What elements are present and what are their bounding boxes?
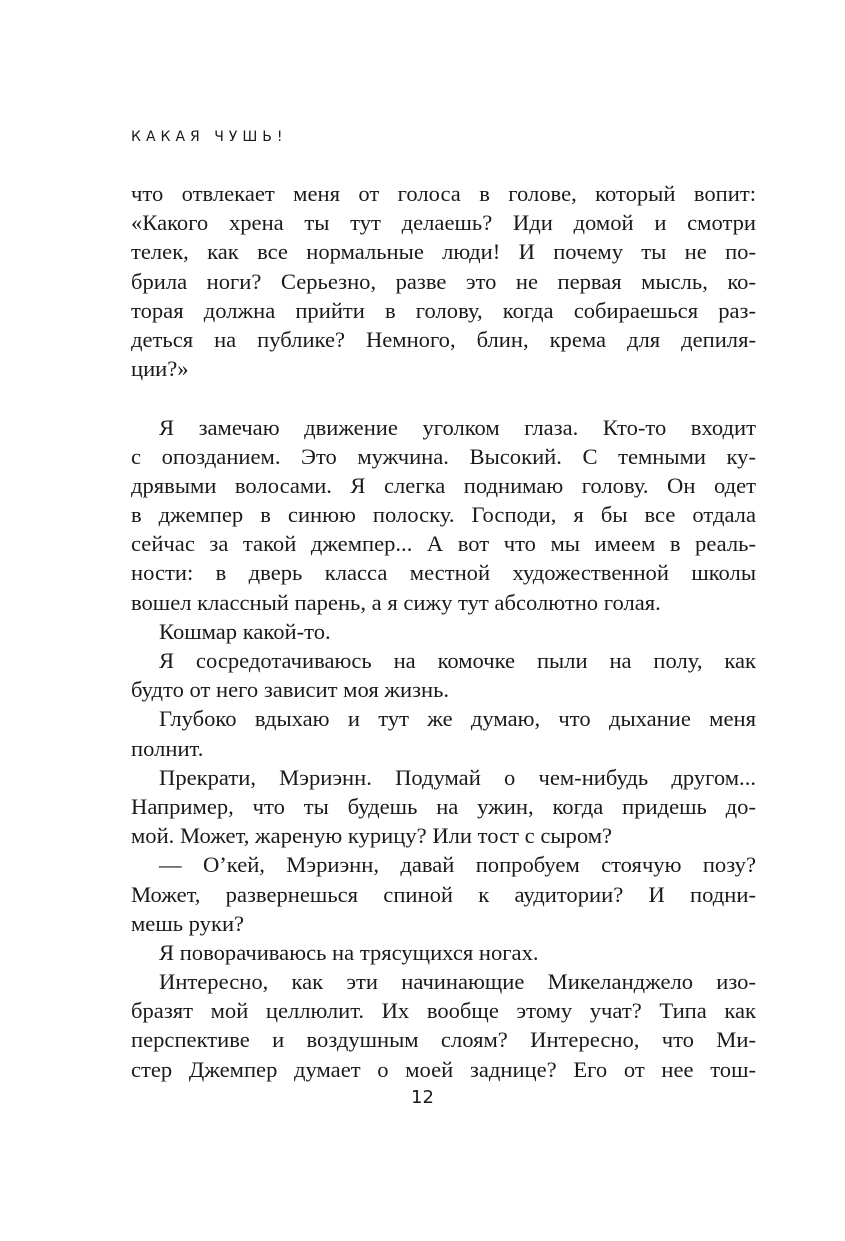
page-number: 12	[411, 1087, 434, 1108]
section-break	[131, 383, 756, 412]
text-line: мешь руки?	[131, 910, 245, 936]
paragraph	[131, 617, 756, 646]
text-line: ции?»	[131, 356, 189, 382]
text-line: брила ноги? Серьезно, разве это не первая мысль, ко-	[131, 268, 756, 294]
paragraph	[131, 850, 756, 938]
paragraph	[131, 938, 756, 967]
text-line: — О’кей, Мэриэнн, давай попробуем стоячую позу?	[159, 852, 756, 878]
text-line: деться на публике? Немного, блин, крема для депиля-	[131, 326, 756, 352]
paragraph	[131, 646, 756, 704]
text-line: ности: в дверь класса местной художественной школы	[131, 560, 756, 586]
text-line: перспективе и воздушным слоям? Интересно, что Ми-	[131, 1027, 756, 1053]
text-line: Кошмар какой-то.	[159, 618, 331, 644]
paragraph	[131, 704, 756, 762]
text-line: дрявыми волосами. Я слегка поднимаю голову. Он одет	[131, 472, 756, 498]
text-line: бразят мой целлюлит. Их вообще этому учат? Типа как	[131, 998, 756, 1024]
text-line: Я замечаю движение уголком глаза. Кто-то входит	[159, 414, 756, 440]
text-line: будто от него зависит моя жизнь.	[131, 677, 450, 703]
text-line: полнит.	[131, 735, 204, 761]
text-line: Например, что ты будешь на ужин, когда придешь до-	[131, 793, 756, 819]
body-text	[131, 179, 756, 1084]
text-line: что отвлекает меня от голоса в голове, который вопит:	[131, 181, 756, 206]
text-line: Интересно, как эти начинающие Микеланджело изо-	[159, 969, 756, 995]
text-line: мой. Может, жареную курицу? Или тост с сыром?	[131, 823, 613, 849]
running-head: КАКАЯ ЧУШЬ!	[131, 129, 288, 145]
text-line: Может, развернешься спиной к аудитории? И подни-	[131, 881, 756, 907]
text-line: сейчас за такой джемпер... А вот что мы имеем в реаль-	[131, 531, 756, 557]
paragraph	[131, 413, 756, 617]
text-line: Глубоко вдыхаю и тут же думаю, что дыхание меня	[159, 706, 756, 732]
paragraph	[131, 967, 756, 1084]
text-line: вошел классный парень, а я сижу тут абсолютно голая.	[131, 589, 661, 615]
text-line: торая должна прийти в голову, когда собираешься раз-	[131, 297, 756, 323]
text-line: Я поворачиваюсь на трясущихся ногах.	[159, 939, 539, 965]
text-line: телек, как все нормальные люди! И почему ты не по-	[131, 239, 756, 265]
text-line: в джемпер в синюю полоску. Господи, я бы все отдала	[131, 502, 756, 528]
text-line: стер Джемпер думает о моей заднице? Его от нее тош-	[131, 1056, 756, 1082]
text-line: с опозданием. Это мужчина. Высокий. С темными ку-	[131, 443, 756, 469]
text-line: «Какого хрена ты тут делаешь? Иди домой и смотри	[131, 210, 756, 236]
text-line: Я сосредотачиваюсь на комочке пыли на полу, как	[159, 648, 756, 673]
paragraph	[131, 179, 756, 383]
text-line: Прекрати, Мэриэнн. Подумай о чем-нибудь другом...	[159, 764, 756, 790]
paragraph	[131, 763, 756, 851]
